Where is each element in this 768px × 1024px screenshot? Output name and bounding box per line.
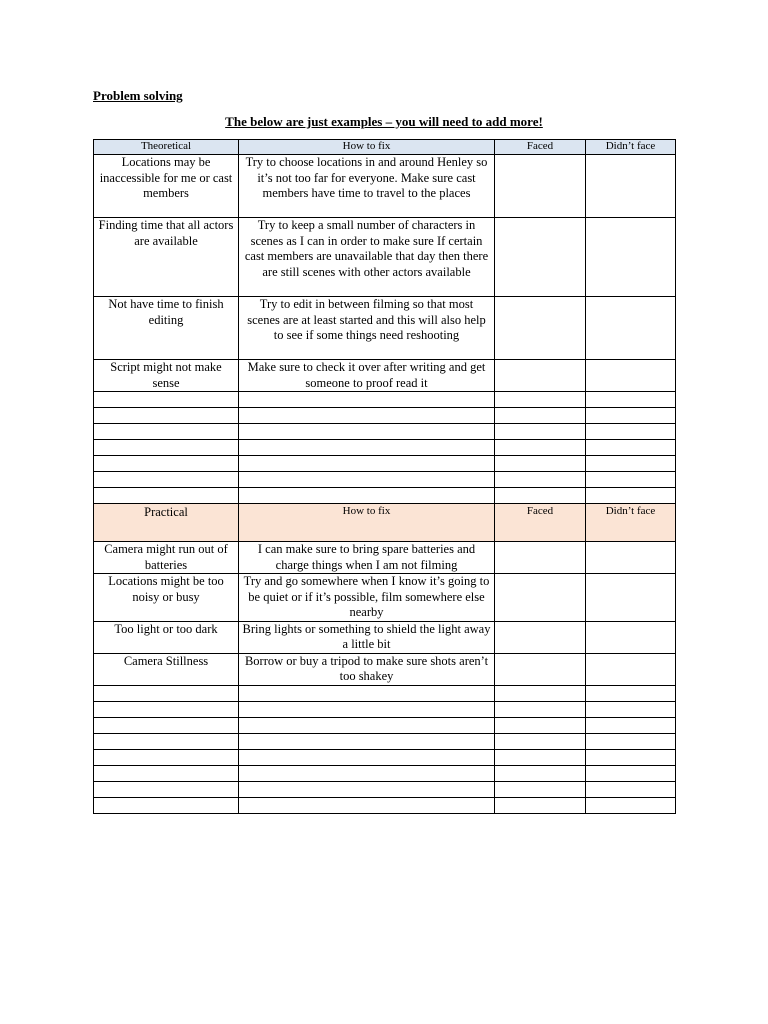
blank-cell[interactable] [94,733,239,749]
blank-row [94,797,676,813]
blank-cell[interactable] [94,717,239,733]
didnt-face-cell[interactable] [586,574,676,622]
fix-cell: Try to choose locations in and around Henley so it’s not too far for everyone. Make sure cast members have time to travel to the places [239,155,495,218]
blank-cell[interactable] [495,781,586,797]
faced-cell[interactable] [495,621,586,653]
blank-cell[interactable] [586,488,676,504]
blank-cell[interactable] [495,440,586,456]
blank-cell[interactable] [239,765,495,781]
blank-row [94,701,676,717]
blank-cell[interactable] [94,685,239,701]
blank-cell[interactable] [586,408,676,424]
table-row [94,574,676,622]
blank-cell[interactable] [495,488,586,504]
how-to-fix-header: How to fix [239,140,495,155]
blank-cell[interactable] [94,440,239,456]
blank-cell[interactable] [586,701,676,717]
theoretical-header: Theoretical [94,140,239,155]
problem-solving-table [93,139,676,814]
blank-cell[interactable] [239,701,495,717]
didnt-face-header: Didn’t face [586,504,676,542]
blank-row [94,424,676,440]
fix-cell: Try to keep a small number of characters in scenes as I can in order to make sure If certain cast members are unavailable that day then there are still scenes with other actors available [239,218,495,297]
blank-cell[interactable] [239,781,495,797]
blank-cell[interactable] [495,456,586,472]
blank-cell[interactable] [586,797,676,813]
problem-cell: Not have time to finish editing [94,297,239,360]
blank-cell[interactable] [586,765,676,781]
table-row [94,621,676,653]
problem-cell: Locations may be inaccessible for me or cast members [94,155,239,218]
problem-cell: Script might not make sense [94,360,239,392]
problem-cell: Too light or too dark [94,621,239,653]
theoretical-header-row [94,140,676,155]
blank-cell[interactable] [94,456,239,472]
table-row [94,297,676,360]
didnt-face-cell[interactable] [586,653,676,685]
blank-cell[interactable] [239,685,495,701]
blank-cell[interactable] [94,797,239,813]
problem-cell: Locations might be too noisy or busy [94,574,239,622]
faced-cell[interactable] [495,155,586,218]
blank-cell[interactable] [495,685,586,701]
problem-cell: Finding time that all actors are available [94,218,239,297]
fix-cell: Try and go somewhere when I know it’s going to be quiet or if it’s possible, film somewhere else nearby [239,574,495,622]
blank-row [94,488,676,504]
problem-cell: Camera might run out of batteries [94,542,239,574]
fix-cell: Make sure to check it over after writing and get someone to proof read it [239,360,495,392]
blank-cell[interactable] [94,424,239,440]
didnt-face-cell[interactable] [586,218,676,297]
blank-cell[interactable] [239,408,495,424]
blank-cell[interactable] [495,749,586,765]
table-row [94,218,676,297]
table-row [94,360,676,392]
blank-row [94,440,676,456]
blank-row [94,456,676,472]
blank-cell[interactable] [586,749,676,765]
blank-row [94,392,676,408]
blank-cell[interactable] [94,701,239,717]
blank-cell[interactable] [94,408,239,424]
blank-row [94,733,676,749]
blank-cell[interactable] [239,733,495,749]
blank-cell[interactable] [239,749,495,765]
blank-cell[interactable] [94,781,239,797]
practical-header-row [94,504,676,542]
practical-header: Practical [94,504,239,542]
blank-cell[interactable] [495,472,586,488]
blank-cell[interactable] [495,797,586,813]
didnt-face-cell[interactable] [586,155,676,218]
faced-cell[interactable] [495,653,586,685]
blank-cell[interactable] [94,765,239,781]
blank-cell[interactable] [495,424,586,440]
fix-cell: I can make sure to bring spare batteries and charge things when I am not filming [239,542,495,574]
fix-cell: Borrow or buy a tripod to make sure shots aren’t too shakey [239,653,495,685]
document-title: Problem solving [93,88,183,103]
blank-cell[interactable] [586,717,676,733]
table-row [94,155,676,218]
blank-cell[interactable] [239,440,495,456]
blank-cell[interactable] [239,456,495,472]
blank-cell[interactable] [586,733,676,749]
blank-cell[interactable] [239,488,495,504]
blank-cell[interactable] [586,685,676,701]
faced-cell[interactable] [495,297,586,360]
faced-cell[interactable] [495,360,586,392]
blank-cell[interactable] [495,701,586,717]
blank-cell[interactable] [239,472,495,488]
table-row [94,542,676,574]
blank-cell[interactable] [94,392,239,408]
didnt-face-cell[interactable] [586,360,676,392]
blank-cell[interactable] [94,472,239,488]
table-row [94,653,676,685]
blank-cell[interactable] [495,765,586,781]
faced-header: Faced [495,140,586,155]
fix-cell: Bring lights or something to shield the light away a little bit [239,621,495,653]
fix-cell: Try to edit in between filming so that most scenes are at least started and this will also help to see if some things need reshooting [239,297,495,360]
blank-cell[interactable] [94,749,239,765]
blank-row [94,717,676,733]
blank-cell[interactable] [586,456,676,472]
didnt-face-cell[interactable] [586,297,676,360]
blank-cell[interactable] [586,440,676,456]
blank-cell[interactable] [586,424,676,440]
blank-row [94,765,676,781]
blank-cell[interactable] [495,717,586,733]
blank-row [94,472,676,488]
faced-cell[interactable] [495,574,586,622]
didnt-face-cell[interactable] [586,621,676,653]
how-to-fix-header: How to fix [239,504,495,542]
blank-cell[interactable] [495,733,586,749]
faced-cell[interactable] [495,542,586,574]
didnt-face-header: Didn’t face [586,140,676,155]
blank-cell[interactable] [586,392,676,408]
blank-cell[interactable] [94,488,239,504]
blank-row [94,408,676,424]
document-subtitle: The below are just examples – you will need to add more! [225,114,543,129]
blank-cell[interactable] [239,424,495,440]
blank-cell[interactable] [239,717,495,733]
blank-cell[interactable] [239,392,495,408]
faced-header: Faced [495,504,586,542]
blank-cell[interactable] [586,781,676,797]
didnt-face-cell[interactable] [586,542,676,574]
blank-row [94,781,676,797]
blank-cell[interactable] [495,392,586,408]
blank-cell[interactable] [239,797,495,813]
problem-cell: Camera Stillness [94,653,239,685]
blank-row [94,685,676,701]
faced-cell[interactable] [495,218,586,297]
blank-cell[interactable] [495,408,586,424]
blank-row [94,749,676,765]
blank-cell[interactable] [586,472,676,488]
